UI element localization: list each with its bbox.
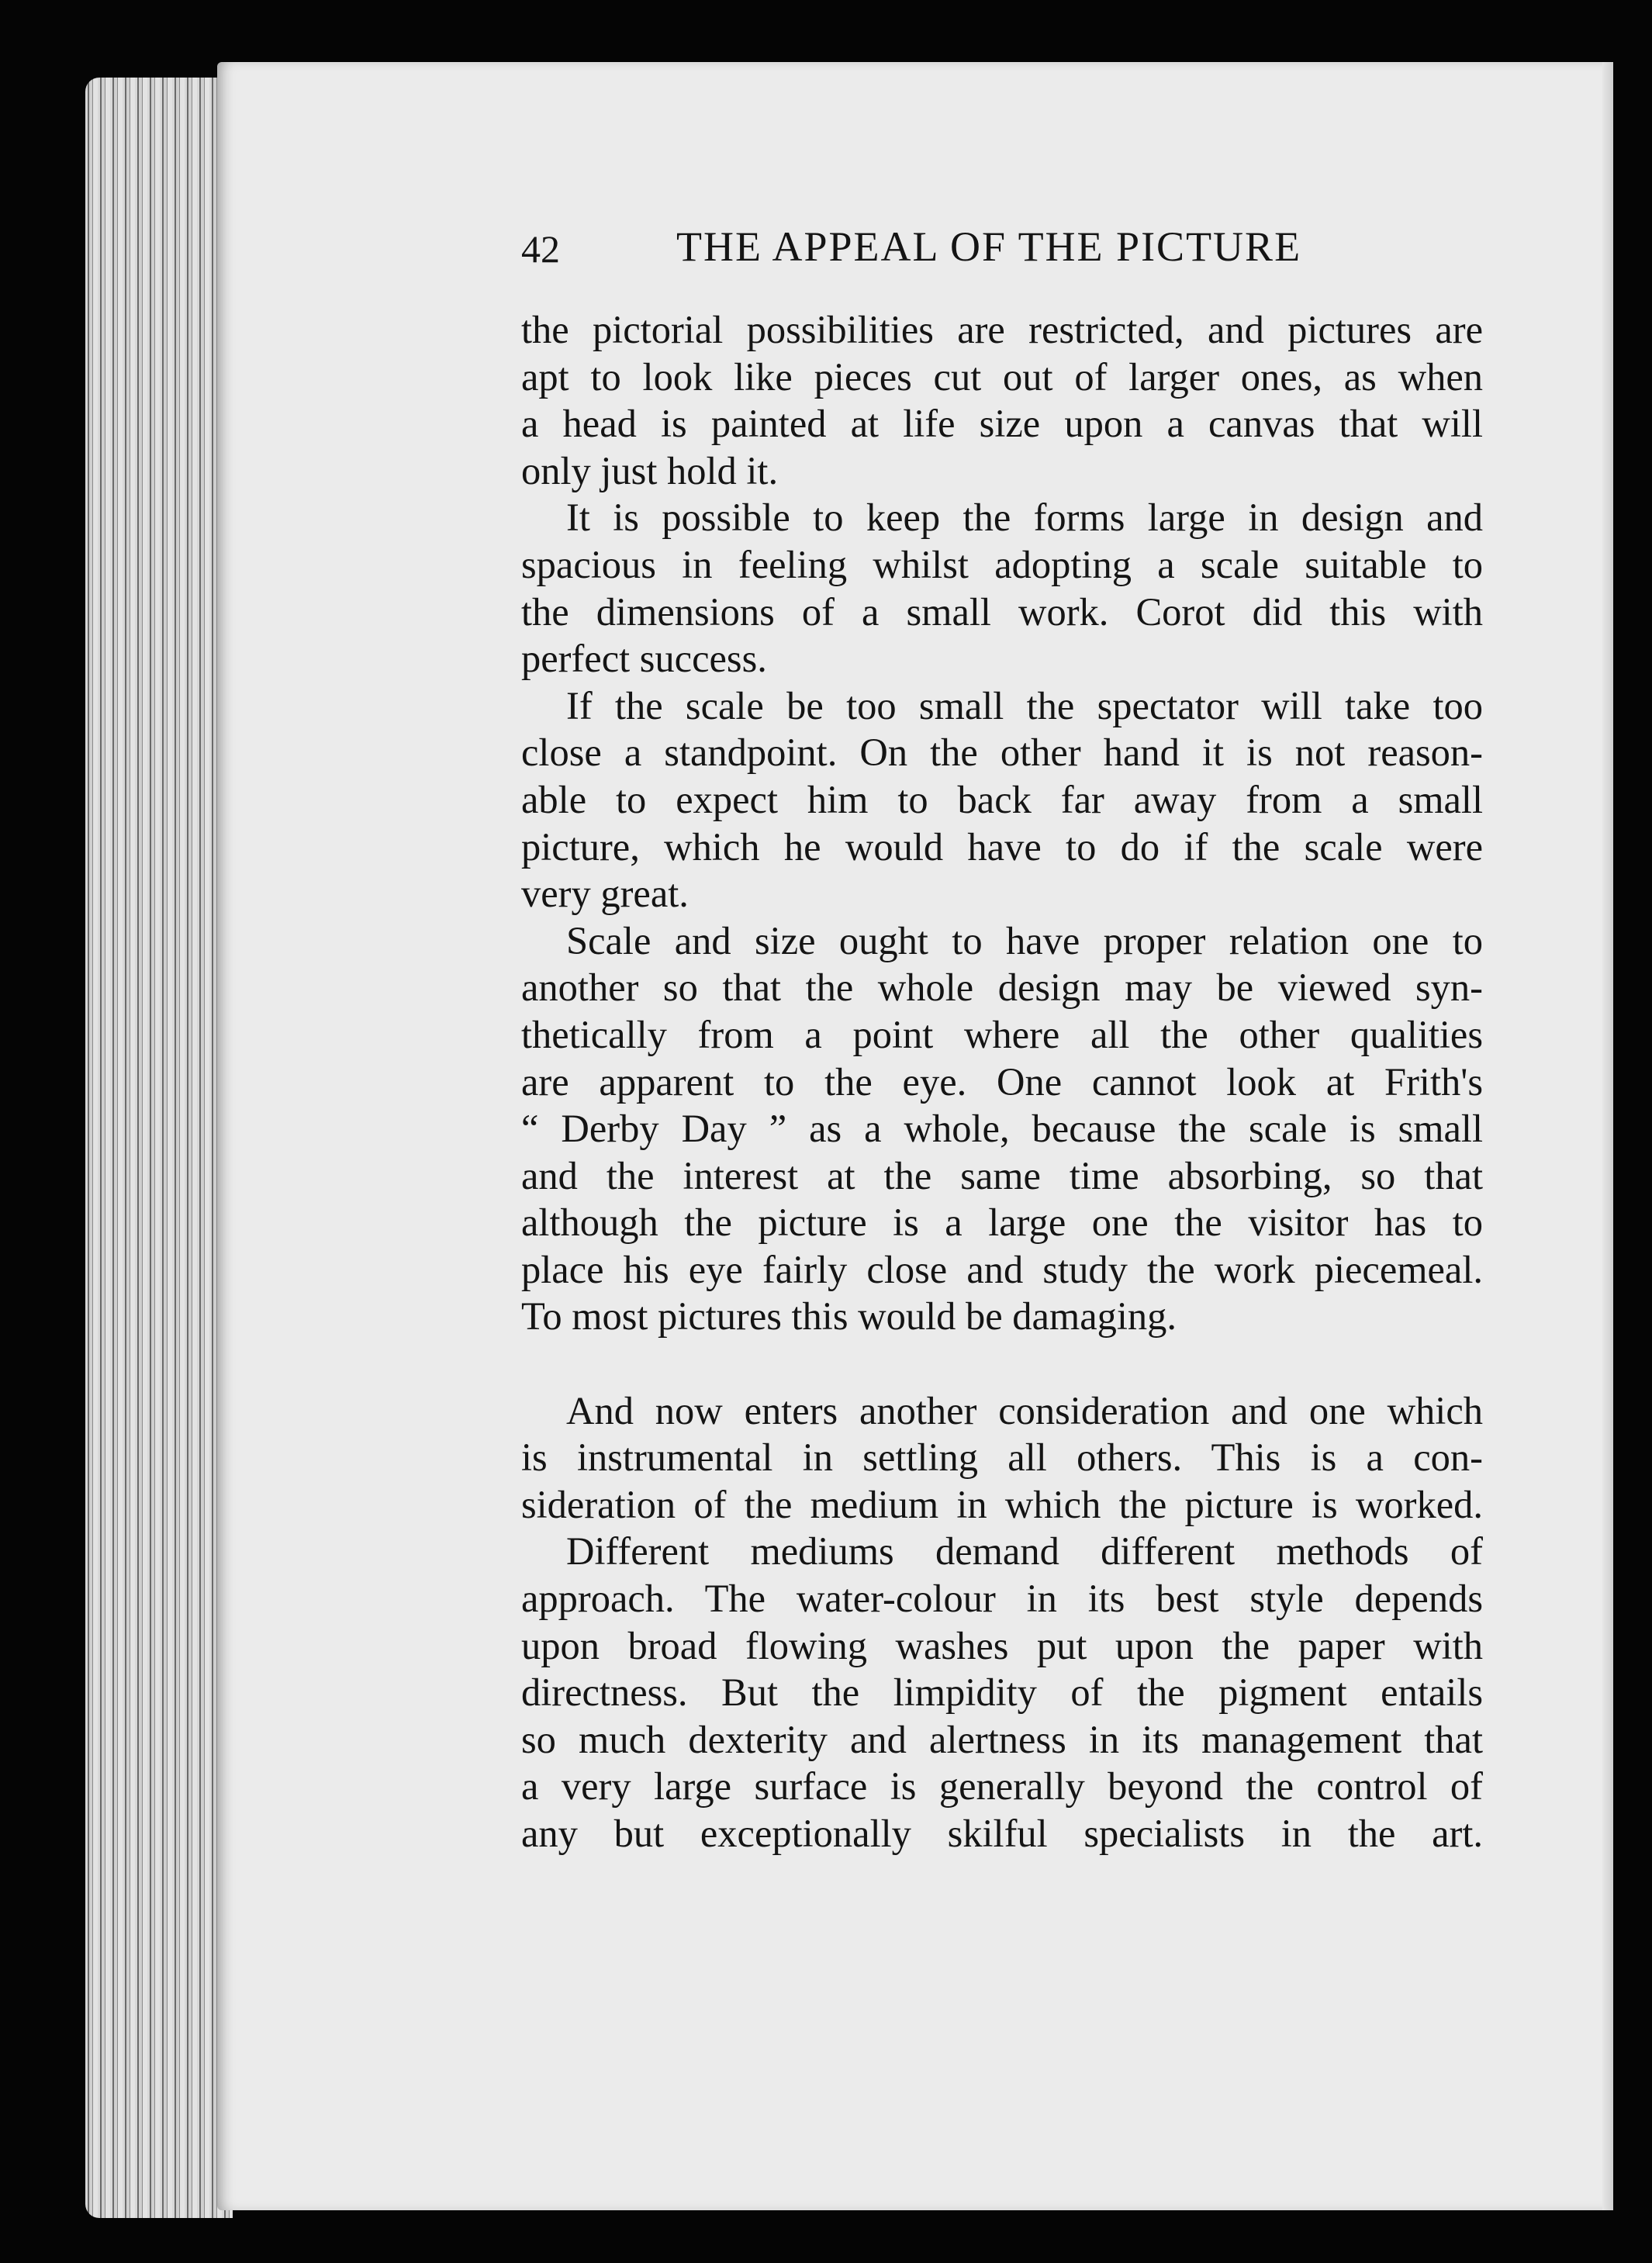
text-line: picture, which he would have to do if the scale were — [521, 824, 1483, 869]
text-line: the dimensions of a small work. Corot did this with — [521, 589, 1483, 634]
text-line: thetically from a point where all the other qualities — [521, 1012, 1483, 1056]
text-line: “ Derby Day ” as a whole, because the scale is small — [521, 1107, 1483, 1151]
text-line: a head is painted at life size upon a canvas that will — [521, 402, 1483, 446]
text-line: place his eye fairly close and study the work piecemeal. — [521, 1247, 1483, 1291]
text-line: are apparent to the eye. One cannot look at Frith's — [521, 1059, 1483, 1104]
text-line: And now enters another consideration and one which — [566, 1388, 1483, 1432]
text-line: very great. — [521, 872, 689, 916]
text-line: and the interest at the same time absorbing, so that — [521, 1153, 1483, 1197]
text-line: Different mediums demand different methods of — [566, 1529, 1483, 1574]
text-line: Scale and size ought to have proper relation one to — [566, 918, 1483, 962]
text-line: It is possible to keep the forms large in design and — [566, 496, 1483, 540]
page-edges — [85, 78, 233, 2218]
text-line: only just hold it. — [521, 448, 779, 492]
text-line: To most pictures this would be damaging. — [521, 1294, 1177, 1339]
text-line: If the scale be too small the spectator will take too — [566, 683, 1483, 727]
text-line: perfect success. — [521, 637, 767, 681]
text-line: although the picture is a large one the visitor has to — [521, 1201, 1483, 1245]
text-line: a very large surface is generally beyond the control of — [521, 1764, 1483, 1809]
text-line: the pictorial possibilities are restricted, and pictures are — [521, 308, 1483, 351]
running-head — [521, 216, 1491, 278]
text-line: apt to look like pieces cut out of larger ones, as when — [521, 354, 1483, 399]
text-line: another so that the whole design may be viewed syn- — [521, 966, 1483, 1010]
text-line: approach. The water-colour in its best style depends — [521, 1577, 1483, 1621]
text-line: so much dexterity and alertness in its management that — [521, 1717, 1483, 1761]
text-line: spacious in feeling whilst adopting a scale suitable to — [521, 542, 1483, 586]
page-number: 42 — [521, 227, 560, 271]
text-line: upon broad flowing washes put upon the paper with — [521, 1623, 1483, 1667]
text-line: any but exceptionally skilful specialists in the art. — [521, 1812, 1483, 1855]
text-line: directness. But the limpidity of the pigment entails — [521, 1670, 1483, 1715]
body-text — [521, 306, 1483, 1857]
text-line: able to expect him to back far away from a small — [521, 777, 1483, 821]
text-line: close a standpoint. On the other hand it is not reason- — [521, 731, 1483, 775]
running-title: THE APPEAL OF THE PICTURE — [676, 223, 1302, 270]
text-line: is instrumental in settling all others. This is a con- — [521, 1436, 1483, 1480]
text-line: sideration of the medium in which the picture is worked. — [521, 1482, 1483, 1526]
